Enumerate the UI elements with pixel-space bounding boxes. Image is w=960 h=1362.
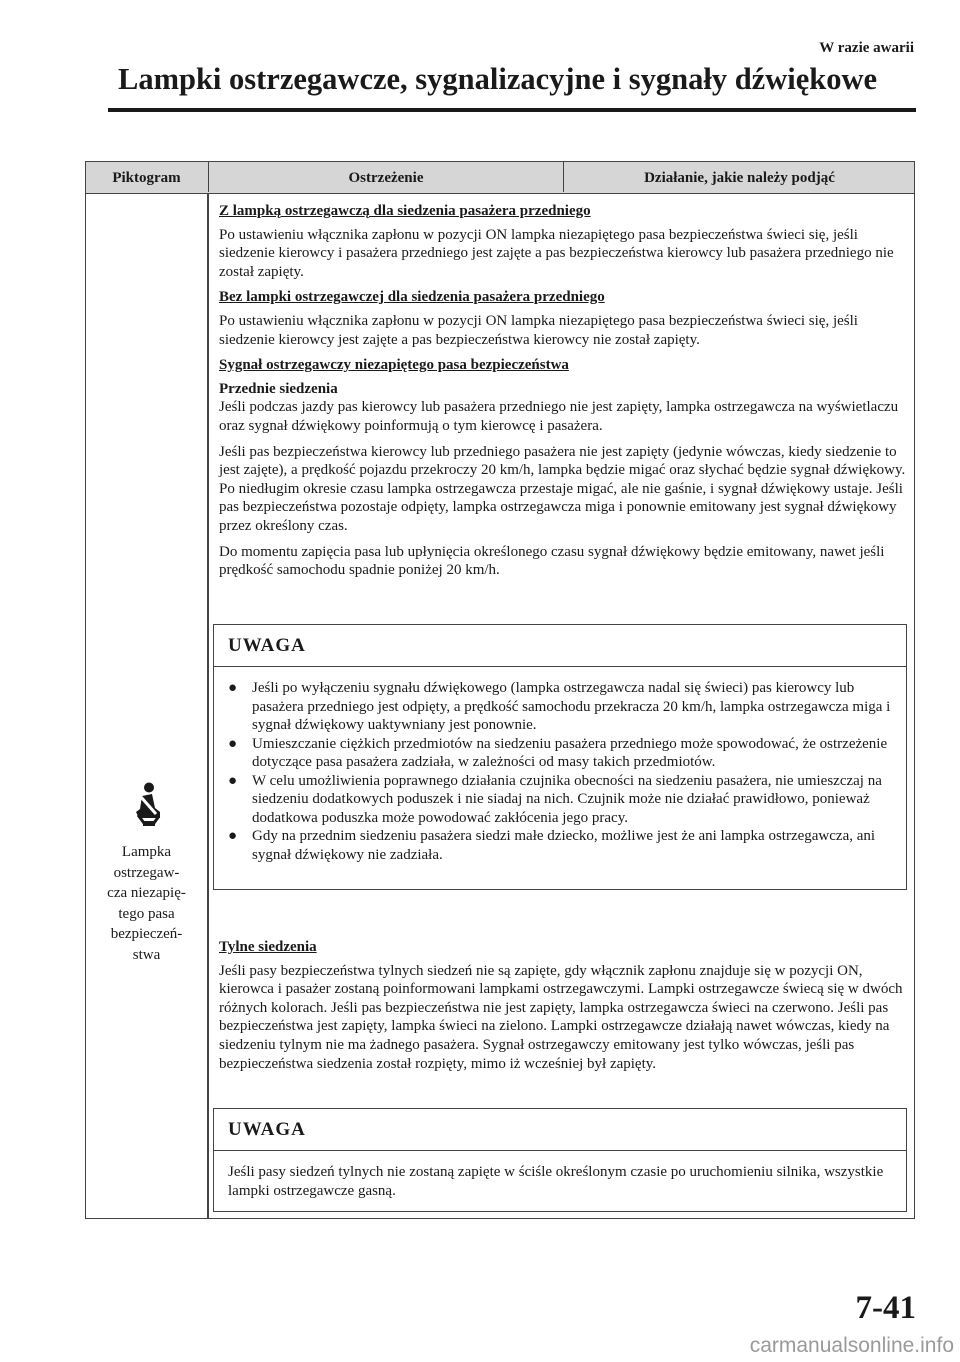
watermark: carmanualsonline.info — [749, 1334, 954, 1357]
page-number: 7-41 — [855, 1290, 916, 1326]
pictogram-cell — [86, 782, 207, 965]
note-body: Jeśli pasy siedzeń tylnych nie zostaną zapięte w ściśle określonym czasie po uruchomieniu silnika, wszystkie lampki ostrzegawcze gasną. — [228, 1164, 884, 1199]
heading-seatbelt-warning-beep: Sygnał ostrzegawczy niezapiętego pasa bezpieczeństwa — [219, 357, 569, 374]
list-item: ● Jeśli po wyłączeniu sygnału dźwiękowego (lampka ostrzegawcza nadal się świeci) pas kierowcy lub pasażera przedniego jest odpięty, a prędkość samochodu przekracza 20 km/h, lampka ostrzegawcza miga i sygnał dźwiękowy uaktywniany jest ponownie. — [228, 680, 891, 733]
column-header-pictogram: Piktogram — [112, 170, 181, 186]
column-header-warning: Ostrzeżenie — [208, 162, 563, 192]
paragraph-speed-warning: Jeśli pas bezpieczeństwa kierowcy lub przedniego pasażera nie jest zapięty (jedynie wówczas, kiedy siedzenie to jest zajęte), a prędkość pojazdu przekroczy 20 km/h, lampka będzie migać oraz słychać będzie sygnał dźwiękowy. Po niedługim okresie czasu lampka ostrzegawcza przestaje migać, ale nie gaśnie, i sygnał dźwiękowy ustaje. Jeśli pas bezpieczeństwa pozostaje odpięty, lampka ostrzegawcza miga i ponownie emitowany jest sygnał dźwiękowy przez określony czas. — [219, 443, 906, 534]
front-seats-heading: Przednie siedzenia — [219, 380, 338, 397]
section-label: W razie awarii — [819, 40, 914, 56]
heading-without-passenger-lamp: Bez lampki ostrzegawczej dla siedzenia pasażera przedniego — [219, 289, 605, 306]
note-heading: UWAGA — [214, 625, 906, 667]
note-body — [214, 667, 906, 864]
bullet-icon: ● — [228, 680, 238, 696]
list-item: ● Gdy na przednim siedzeniu pasażera siedzi małe dziecko, możliwe jest że ani lampka ostrzegawcza, ani sygnał dźwiękowy nie zadziała. — [228, 828, 876, 863]
title-rule — [108, 108, 916, 112]
pictogram-label: Lampka ostrzegaw- cza niezapię- tego pasa bezpieczeń- stwa — [107, 844, 186, 963]
note-box-front — [213, 624, 907, 890]
paragraph-front-seats: Jeśli podczas jazdy pas kierowcy lub pasażera przedniego nie jest zapięty, lampka ostrzegawcza na wyświetlaczu oraz sygnał dźwiękowy poinformują o tym kierowcę i pasażera. — [219, 399, 899, 434]
bullet-icon: ● — [228, 735, 238, 752]
heading-with-passenger-lamp: Z lampką ostrzegawczą dla siedzenia pasażera przedniego — [219, 203, 591, 219]
column-divider — [207, 193, 209, 1218]
paragraph-beep-duration: Do momentu zapięcia pasa lub upłynięcia określonego czasu sygnał dźwiękowy będzie emitowany, nawet jeśli prędkość samochodu spadnie poniżej 20 km/h. — [219, 543, 885, 579]
rear-seats-heading: Tylne siedzenia — [219, 939, 317, 955]
table-header — [86, 162, 914, 194]
note-box-rear — [213, 1108, 907, 1212]
warning-content — [219, 202, 909, 587]
rear-seats-paragraph: Jeśli pasy bezpieczeństwa tylnych siedzeń nie są zapięte, gdy włącznik zapłonu znajduje się w pozycji ON, kierowca i pasażer zostaną poinformowani lampkami ostrzegawczymi. Lampki ostrzegawcze świecą się w dwóch różnych kolorach. Jeśli pas bezpieczeństwa nie jest zapięty, lampka ostrzegawcza świeci na czerwono. Jeśli pas bezpieczeństwa jest zapięty, lampka świeci na zielono. Lampki ostrzegawcze działają nawet wówczas, kiedy na siedzeniu tylnym nie ma żadnego pasażera. Sygnał ostrzegawczy emitowany jest tylko wówczas, jeśli pas bezpieczeństwa siedzenia został rozpięty, mimo iż wcześniej był zapięty. — [219, 962, 903, 1072]
seatbelt-warning-icon — [130, 782, 164, 828]
bullet-icon: ● — [228, 772, 238, 789]
column-header-action: Działanie, jakie należy podjąć — [563, 162, 915, 192]
page-title: Lampki ostrzegawcze, sygnalizacyjne i sygnały dźwiękowe — [118, 62, 878, 96]
paragraph-without-passenger-lamp: Po ustawieniu włącznika zapłonu w pozycji ON lampka niezapiętego pasa bezpieczeństwa świeci się, jeśli siedzenie kierowcy jest zajęte a pas bezpieczeństwa kierowcy nie został zapięty. — [219, 312, 858, 348]
list-item: ● Umieszczanie ciężkich przedmiotów na siedzeniu pasażera przedniego może spowodować, że ostrzeżenie dotyczące pasa pasażera zadziała, w zależności od masy takich przedmiotów. — [228, 735, 888, 770]
paragraph-with-passenger-lamp: Po ustawieniu włącznika zapłonu w pozycji ON lampka niezapiętego pasa bezpieczeństwa świeci się, jeśli siedzenie kierowcy i pasażera przedniego jest zajęte a pas bezpieczeństwa kierowcy lub pasażera przedniego nie został zapięty. — [219, 226, 894, 280]
bullet-icon: ● — [228, 828, 238, 844]
front-seats-block — [219, 380, 909, 436]
rear-seats-section — [219, 938, 909, 1080]
note-heading: UWAGA — [214, 1109, 906, 1151]
list-item: ● W celu umożliwienia poprawnego działania czujnika obecności na siedzeniu pasażera, nie umieszczaj na siedzeniu dodatkowych poduszek i nie siadaj na nich. Czujnik może nie działać prawidłowo, ponieważ dodatkowa poduszka może powodować zakłócenia jego pracy. — [228, 772, 882, 826]
